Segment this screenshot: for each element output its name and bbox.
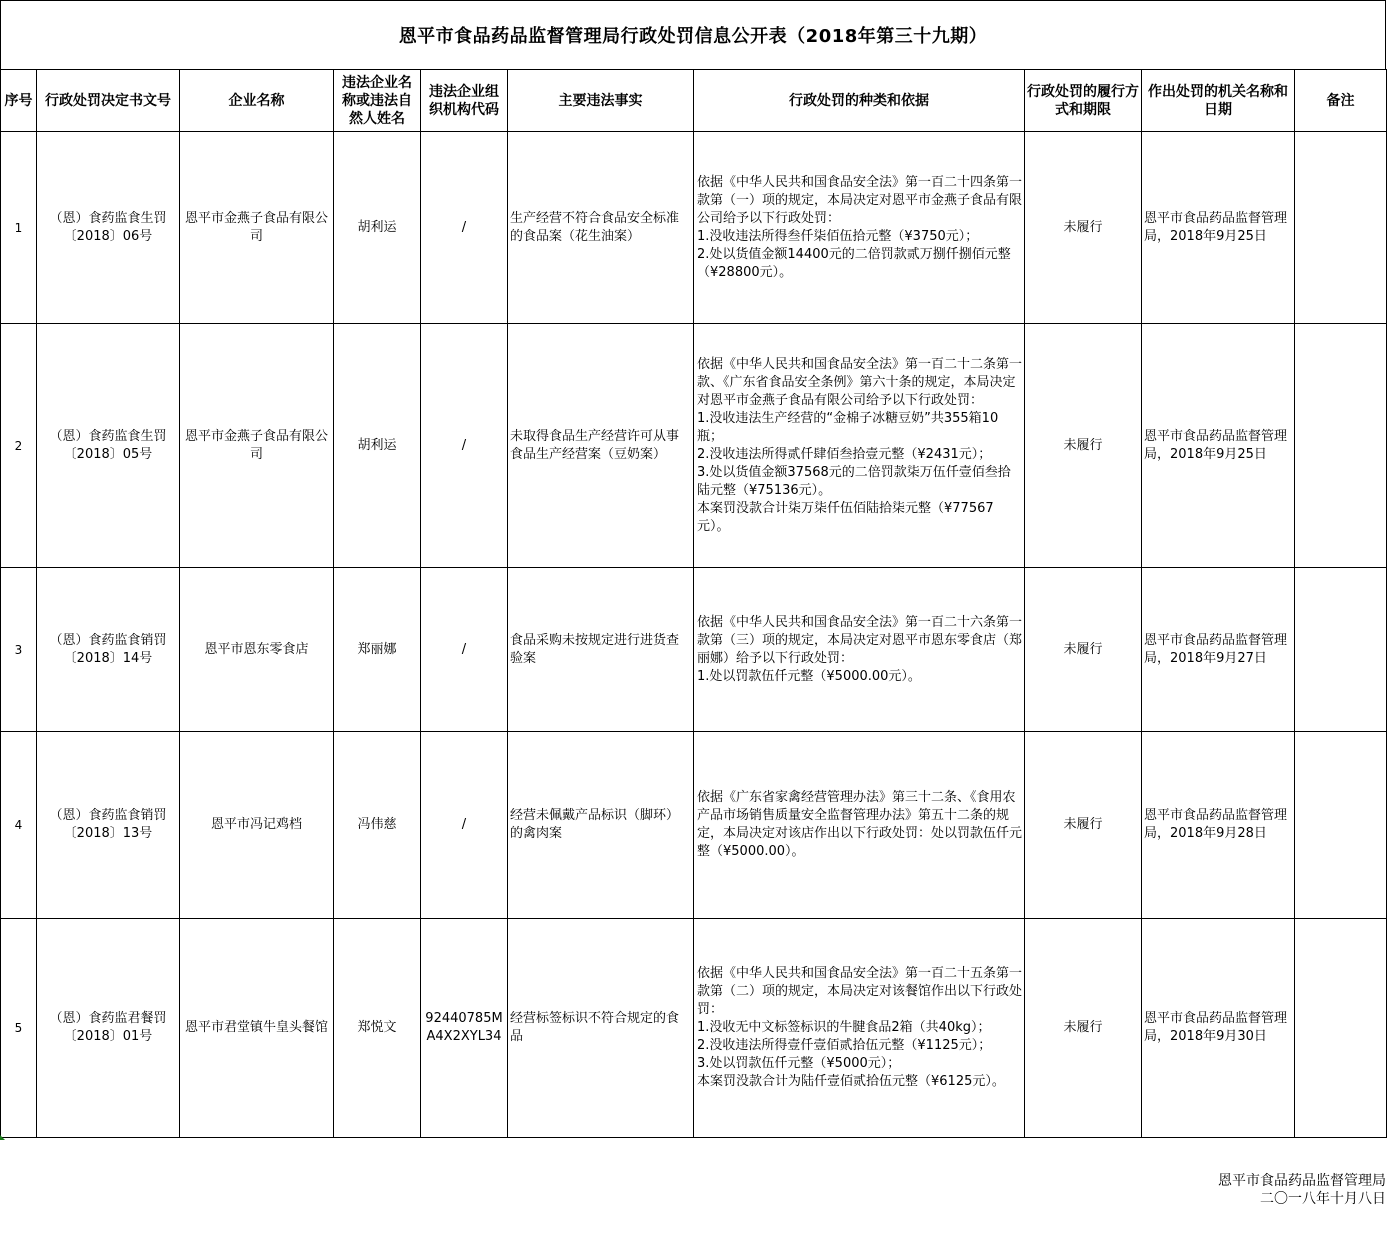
- table-row: [1, 568, 1387, 732]
- row-seq: 3: [1, 568, 37, 732]
- footer-agency: 恩平市食品药品监督管理局: [1218, 1173, 1386, 1189]
- row-company: 恩平市金燕子食品有限公司: [180, 132, 334, 324]
- row-status: 未履行: [1025, 132, 1142, 324]
- row-status: 未履行: [1025, 324, 1142, 568]
- header-row: [1, 70, 1387, 132]
- cell-corner-marker: [0, 1135, 5, 1140]
- row-status: 未履行: [1025, 919, 1142, 1138]
- penalty-table: [0, 69, 1387, 1138]
- row-facts: 经营标签标识不符合规定的食品: [508, 919, 694, 1138]
- table-row: [1, 324, 1387, 568]
- row-seq: 4: [1, 732, 37, 919]
- row-org-code: 92440785MA4X2XYL34: [421, 919, 508, 1138]
- header-doc-no: 行政处罚决定书文号: [37, 70, 180, 132]
- row-person: 郑丽娜: [334, 568, 421, 732]
- header-authority: 作出处罚的机关名称和日期: [1142, 70, 1295, 132]
- table-row: [1, 919, 1387, 1138]
- row-person: 胡利运: [334, 132, 421, 324]
- table-row: [1, 732, 1387, 919]
- row-doc-no: （恩）食药监食销罚〔2018〕14号: [37, 568, 180, 732]
- row-authority: 恩平市食品药品监督管理局，2018年9月28日: [1142, 732, 1295, 919]
- row-company: 恩平市君堂镇牛皇头餐馆: [180, 919, 334, 1138]
- row-company: 恩平市金燕子食品有限公司: [180, 324, 334, 568]
- header-remark: 备注: [1295, 70, 1387, 132]
- row-remark: [1295, 732, 1387, 919]
- row-status: 未履行: [1025, 732, 1142, 919]
- row-penalty: 依据《中华人民共和国食品安全法》第一百二十二条第一款、《广东省食品安全条例》第六十条的规定，本局决定对恩平市金燕子食品有限公司给予以下行政处罚： 1.没收违法生产经营的“金棉子冰糖豆奶”共355箱10瓶； 2.没收违法所得贰仟肆佰叁拾壹元整（¥2431元）； 3.处以货值金额37568元的二倍罚款柒万伍仟壹佰叁拾陆元整（¥75136元）。 本案罚没款合计柒万柒仟伍佰陆拾柒元整（¥77567元）。: [694, 324, 1025, 568]
- row-facts: 未取得食品生产经营许可从事食品生产经营案（豆奶案）: [508, 324, 694, 568]
- row-doc-no: （恩）食药监君餐罚〔2018〕01号: [37, 919, 180, 1138]
- footer-date: 二〇一八年十月八日: [1260, 1191, 1386, 1207]
- header-seq: 序号: [1, 70, 37, 132]
- row-penalty: 依据《广东省家禽经营管理办法》第三十二条、《食用农产品市场销售质量安全监督管理办法》第五十二条的规定，本局决定对该店作出以下行政处罚：处以罚款伍仟元整（¥5000.00）。: [694, 732, 1025, 919]
- signature-block: [1218, 1172, 1386, 1208]
- row-doc-no: （恩）食药监食销罚〔2018〕13号: [37, 732, 180, 919]
- row-remark: [1295, 919, 1387, 1138]
- row-authority: 恩平市食品药品监督管理局，2018年9月30日: [1142, 919, 1295, 1138]
- row-person: 郑悦文: [334, 919, 421, 1138]
- table-row: [1, 132, 1387, 324]
- sheet-title: 恩平市食品药品监督管理局行政处罚信息公开表（2018年第三十九期）: [0, 0, 1386, 69]
- row-org-code: /: [421, 132, 508, 324]
- row-penalty: 依据《中华人民共和国食品安全法》第一百二十五条第一款第（二）项的规定，本局决定对该餐馆作出以下行政处罚： 1.没收无中文标签标识的牛腱食品2箱（共40kg）； 2.没收违法所得壹仟壹佰贰拾伍元整（¥1125元）； 3.处以罚款伍仟元整（¥5000元）； 本案罚没款合计为陆仟壹佰贰拾伍元整（¥6125元）。: [694, 919, 1025, 1138]
- row-remark: [1295, 132, 1387, 324]
- row-status: 未履行: [1025, 568, 1142, 732]
- header-org-code: 违法企业组织机构代码: [421, 70, 508, 132]
- row-person: 冯伟慈: [334, 732, 421, 919]
- row-doc-no: （恩）食药监食生罚〔2018〕05号: [37, 324, 180, 568]
- row-authority: 恩平市食品药品监督管理局，2018年9月25日: [1142, 324, 1295, 568]
- header-facts: 主要违法事实: [508, 70, 694, 132]
- header-penalty: 行政处罚的种类和依据: [694, 70, 1025, 132]
- row-remark: [1295, 324, 1387, 568]
- row-seq: 2: [1, 324, 37, 568]
- row-facts: 生产经营不符合食品安全标准的食品案（花生油案）: [508, 132, 694, 324]
- row-authority: 恩平市食品药品监督管理局，2018年9月27日: [1142, 568, 1295, 732]
- row-facts: 经营未佩戴产品标识（脚环）的禽肉案: [508, 732, 694, 919]
- row-seq: 5: [1, 919, 37, 1138]
- row-authority: 恩平市食品药品监督管理局，2018年9月25日: [1142, 132, 1295, 324]
- row-org-code: /: [421, 324, 508, 568]
- row-seq: 1: [1, 132, 37, 324]
- row-company: 恩平市冯记鸡档: [180, 732, 334, 919]
- row-penalty: 依据《中华人民共和国食品安全法》第一百二十四条第一款第（一）项的规定，本局决定对恩平市金燕子食品有限公司给予以下行政处罚： 1.没收违法所得叁仟柒佰伍拾元整（¥3750元）； 2.处以货值金额14400元的二倍罚款贰万捌仟捌佰元整（¥28800元）。: [694, 132, 1025, 324]
- header-company: 企业名称: [180, 70, 334, 132]
- row-org-code: /: [421, 568, 508, 732]
- row-penalty: 依据《中华人民共和国食品安全法》第一百二十六条第一款第（三）项的规定，本局决定对恩平市恩东零食店（郑丽娜）给予以下行政处罚： 1.处以罚款伍仟元整（¥5000.00元）。: [694, 568, 1025, 732]
- row-org-code: /: [421, 732, 508, 919]
- row-person: 胡利运: [334, 324, 421, 568]
- row-remark: [1295, 568, 1387, 732]
- header-status: 行政处罚的履行方式和期限: [1025, 70, 1142, 132]
- row-company: 恩平市恩东零食店: [180, 568, 334, 732]
- row-facts: 食品采购未按规定进行进货查验案: [508, 568, 694, 732]
- header-person: 违法企业名称或违法自然人姓名: [334, 70, 421, 132]
- row-doc-no: （恩）食药监食生罚〔2018〕06号: [37, 132, 180, 324]
